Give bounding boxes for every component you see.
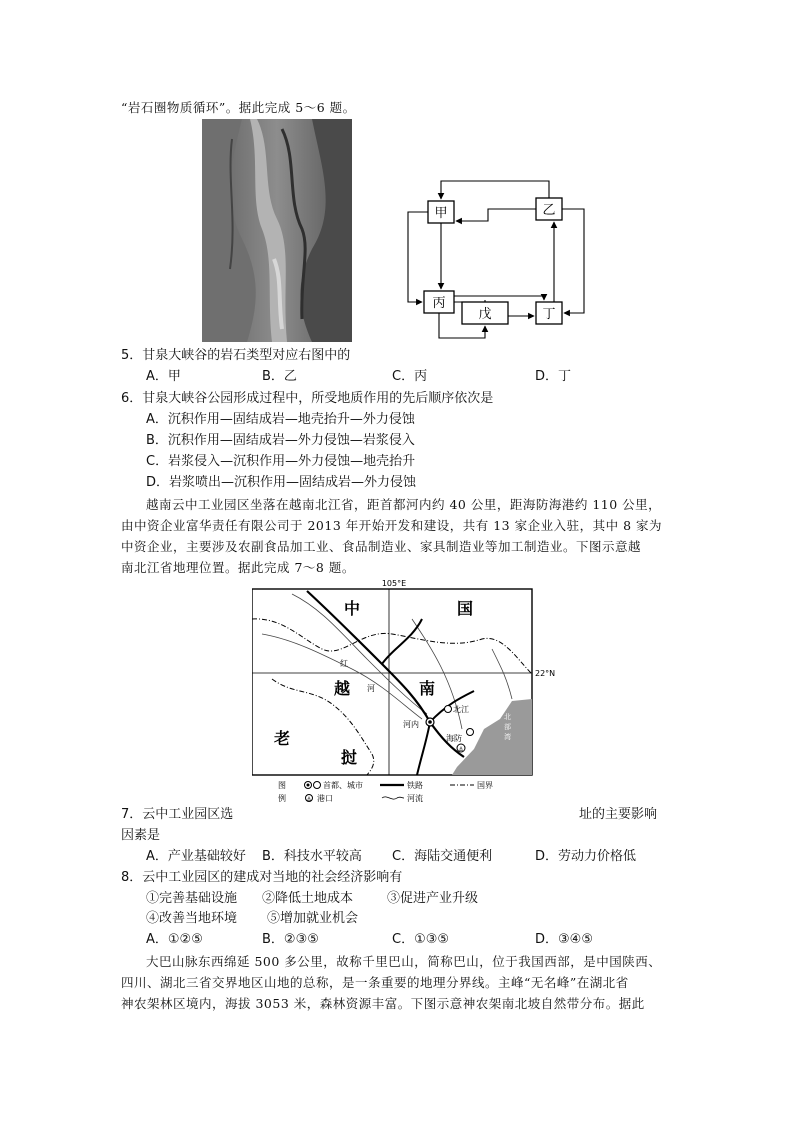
q7-stem-c: 因素是 <box>121 828 161 843</box>
legend-title-1: 图 <box>278 781 286 790</box>
q6-option-c[interactable]: C．岩浆侵入—沉积作用—外力侵蚀—地壳抬升 <box>146 454 416 469</box>
label-china-1: 中 <box>344 599 361 618</box>
q8-item-3: ③促进产业升级 <box>387 891 479 906</box>
passage3-line-2: 四川、湖北三省交界地区山地的总称，是一条重要的地理分界线。主峰“无名峰”在湖北省 <box>121 975 629 990</box>
q7-option-d[interactable]: D．劳动力价格低 <box>535 849 637 864</box>
label-bing: 丙 <box>432 296 446 311</box>
q5-stem: 5．甘泉大峡谷的岩石类型对应右图中的 <box>121 348 351 363</box>
gulf-label-3: 湾 <box>504 733 511 741</box>
passage2-line-4: 南北江省地理位置。据此完成 7～8 题。 <box>121 560 355 575</box>
city-hanoi-label: 河内 <box>403 720 419 729</box>
legend-railway: 铁路 <box>407 781 423 790</box>
label-laos-1: 老 <box>274 729 291 748</box>
q5-option-d[interactable]: D．丁 <box>535 369 572 384</box>
bacgiang-location-map <box>252 579 567 805</box>
passage2-line-2: 由中资企业富华责任有限公司于 2013 年开始开发和建设，共有 13 家企业入驻，其中 8 家为 <box>121 518 663 533</box>
label-river-1: 红 <box>340 659 348 668</box>
q8-option-c[interactable]: C．①③⑤ <box>392 932 450 947</box>
gulf-label-1: 北 <box>504 713 511 721</box>
q6-option-b[interactable]: B．沉积作用—固结成岩—外力侵蚀—岩浆侵入 <box>146 433 415 448</box>
q8-item-4: ④改善当地环境 <box>146 911 238 926</box>
q8-item-2: ②降低土地成本 <box>262 891 354 906</box>
q7-option-a[interactable]: A．产业基础较好 <box>146 849 246 864</box>
passage3-line-1: 大巴山脉东西绵延 500 多公里，故称千里巴山，简称巴山，位于我国西部，是中国陕西、 <box>146 954 662 969</box>
q5-option-b[interactable]: B．乙 <box>262 369 297 384</box>
q7-option-c[interactable]: C．海陆交通便利 <box>392 849 493 864</box>
label-wu: 戊 <box>478 307 492 322</box>
label-ding: 丁 <box>542 307 556 322</box>
gulf-label-2: 部 <box>504 723 511 731</box>
passage2-line-1: 越南云中工业园区坐落在越南北江省，距首都河内约 40 公里，距海防海港约 110 公里， <box>146 497 662 512</box>
q7-stem-b: 址的主要影响 <box>579 807 658 822</box>
lon-label: 105°E <box>381 579 407 588</box>
city-bacgiang-marker <box>445 706 452 713</box>
rock-cycle-diagram <box>398 176 598 346</box>
q6-option-d[interactable]: D．岩浆喷出—沉积作用—固结成岩—外力侵蚀 <box>146 475 417 490</box>
legend-port: 港口 <box>317 794 333 803</box>
lat-label: 22°N <box>535 669 556 678</box>
legend-title-2: 例 <box>278 794 286 803</box>
city-bacgiang-label: 北江 <box>453 705 469 714</box>
label-river-2: 河 <box>367 684 375 693</box>
q6-option-a[interactable]: A．沉积作用—固结成岩—地壳抬升—外力侵蚀 <box>146 412 415 427</box>
passage3-line-3: 神农架林区境内，海拔 3053 米，森林资源丰富。下图示意神农架南北坡自然带分布。据此 <box>121 996 645 1011</box>
label-laos-2: 挝 <box>341 748 358 767</box>
q8-option-a[interactable]: A．①②⑤ <box>146 932 203 947</box>
city-haiphong-label: 海防 <box>446 734 462 743</box>
q5-option-c[interactable]: C．丙 <box>392 369 428 384</box>
passage2-line-3: 中资企业，主要涉及农副食品加工业、食品制造业、家具制造业等加工制造业。下图示意越 <box>121 539 642 554</box>
q8-item-5: ⑤增加就业机会 <box>267 911 359 926</box>
q8-item-1: ①完善基础设施 <box>146 891 238 906</box>
q7-stem-a: 7．云中工业园区选 <box>121 807 234 822</box>
svg-text:⚓: ⚓ <box>458 746 464 753</box>
legend-border: 国界 <box>477 781 493 790</box>
intro-text: “岩石圈物质循环”。据此完成 5～6 题。 <box>121 100 356 115</box>
legend-capital-city: 首都、城市 <box>323 781 363 790</box>
q8-option-d[interactable]: D．③④⑤ <box>535 932 593 947</box>
q8-option-b[interactable]: B．②③⑤ <box>262 932 319 947</box>
q8-stem: 8．云中工业园区的建成对当地的社会经济影响有 <box>121 870 403 885</box>
label-yi: 乙 <box>542 203 556 218</box>
svg-text:⚓: ⚓ <box>306 796 312 803</box>
label-vietnam-1: 越 <box>334 679 351 698</box>
city-haiphong-marker <box>467 729 474 736</box>
canyon-photo <box>202 119 352 342</box>
label-jia: 甲 <box>434 206 448 221</box>
label-vietnam-2: 南 <box>419 679 436 698</box>
legend-river: 河流 <box>407 794 423 803</box>
q5-option-a[interactable]: A．甲 <box>146 369 181 384</box>
q7-option-b[interactable]: B．科技水平较高 <box>262 849 362 864</box>
label-china-2: 国 <box>457 599 474 618</box>
q6-stem: 6．甘泉大峡谷公园形成过程中，所受地质作用的先后顺序依次是 <box>121 391 494 406</box>
